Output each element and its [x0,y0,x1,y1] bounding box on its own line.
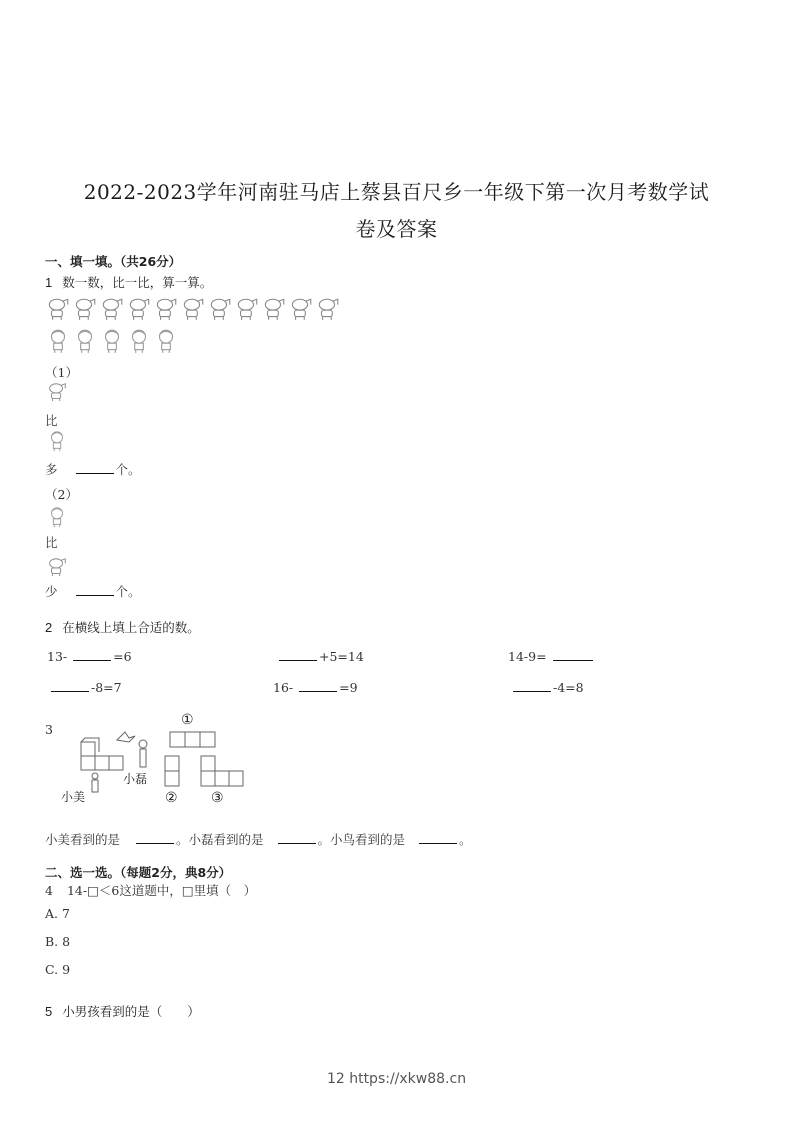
q2-blank-2[interactable] [279,648,317,661]
view2-label: ② [165,790,178,806]
eq-before: 13- [47,649,68,664]
bear-icon [207,296,233,326]
bear-icon [288,296,314,326]
q4-number: 4 [45,883,53,898]
q1-part1-unit: 个。 [115,462,141,477]
q5-number: 5 [45,1004,53,1019]
q2-eq-3 [508,648,595,664]
bear-icon [72,296,98,326]
eq-after: -8=7 [91,680,122,695]
q2-blank-4[interactable] [51,679,89,692]
q2-prompt [45,618,200,636]
section1-heading: 一、填一填。（共26分） [45,254,182,269]
kid-icon [153,328,179,358]
bear-icon [99,296,125,326]
q2-blank-1[interactable] [73,648,111,661]
q3-blank-3[interactable] [419,831,457,844]
q1-part1-label: （1） [45,365,78,380]
bear-icon [46,381,68,407]
q3-number: 3 [45,722,53,737]
q3-answer-line [45,830,472,848]
q1-part2-compare: 比 [45,535,58,550]
q1-number: 1 [45,275,53,290]
doc-title-line2: 卷及答案 [355,217,438,241]
eq-after: =9 [339,680,358,695]
q1-part1-word: 多 [45,462,58,477]
page-footer: 12 https://xkw88.cn [326,1071,467,1087]
q2-text: 在横线上填上合适的数。 [62,620,200,635]
bear-icon [180,296,206,326]
eq-after: =6 [113,649,132,664]
kid-icon [45,328,71,358]
q1-part2-word: 少 [45,584,58,599]
doc-title-line1: 2022-2023学年河南驻马店上蔡县百尺乡一年级下第一次月考数学试 [83,180,710,204]
q4-option-a[interactable]: A. 7 [45,906,70,921]
kid-icon [46,506,68,532]
q1-part2-blank[interactable] [76,583,114,596]
q1-part2-unit: 个。 [115,584,141,599]
q1-part1-answer [45,460,141,478]
q3-text-3: 。小鸟看到的是 [317,832,406,847]
q2-eq-5 [273,679,358,695]
kid-row [45,328,179,358]
q2-number: 2 [45,620,53,635]
q1-part2-label: （2） [45,487,78,502]
q4-prompt [45,881,256,899]
q5-prompt [45,1002,200,1020]
bear-icon [45,296,71,326]
q2-blank-6[interactable] [513,679,551,692]
q1-text: 数一数，比一比，算一算。 [62,275,213,290]
kid-icon [126,328,152,358]
view3-label: ③ [211,790,224,806]
boy-label: 小磊 [123,772,148,786]
eq-before: 16- [273,680,294,695]
bear-icon [46,556,68,582]
bear-row [45,296,341,326]
q4-text: 14-□＜6这道题中，□里填（ ） [66,883,257,898]
q5-text: 小男孩看到的是（ ） [62,1004,200,1019]
q4-option-b[interactable]: B. 8 [45,934,71,949]
girl-label: 小美 [61,790,86,804]
q3-figure [55,710,255,810]
kid-icon [72,328,98,358]
q2-blank-5[interactable] [299,679,337,692]
bear-icon [126,296,152,326]
q3-text-end: 。 [459,832,472,847]
kid-icon [99,328,125,358]
q3-blank-1[interactable] [136,831,174,844]
q3-text-1: 小美看到的是 [45,832,121,847]
q2-eq-1 [47,648,132,664]
q3-text-2: 。小磊看到的是 [176,832,264,847]
bear-icon [234,296,260,326]
bear-icon [315,296,341,326]
q1-part2-answer [45,582,141,600]
q2-eq-4 [49,679,122,695]
section2-heading: 二、选一选。（每题2分，典8分） [45,865,232,880]
kid-icon [46,430,68,456]
q3-blank-2[interactable] [278,831,316,844]
eq-before: 14-9= [508,649,547,664]
q2-eq-2 [277,648,364,664]
eq-after: -4=8 [553,680,584,695]
q1-part1-blank[interactable] [76,461,114,474]
view1-label: ① [181,712,194,728]
bear-icon [153,296,179,326]
bear-icon [261,296,287,326]
q1-part1-compare: 比 [45,413,58,428]
q2-blank-3[interactable] [553,648,593,661]
q2-eq-6 [511,679,584,695]
q4-option-c[interactable]: C. 9 [45,962,71,977]
q1-prompt [45,273,212,291]
eq-after: +5=14 [319,649,364,664]
